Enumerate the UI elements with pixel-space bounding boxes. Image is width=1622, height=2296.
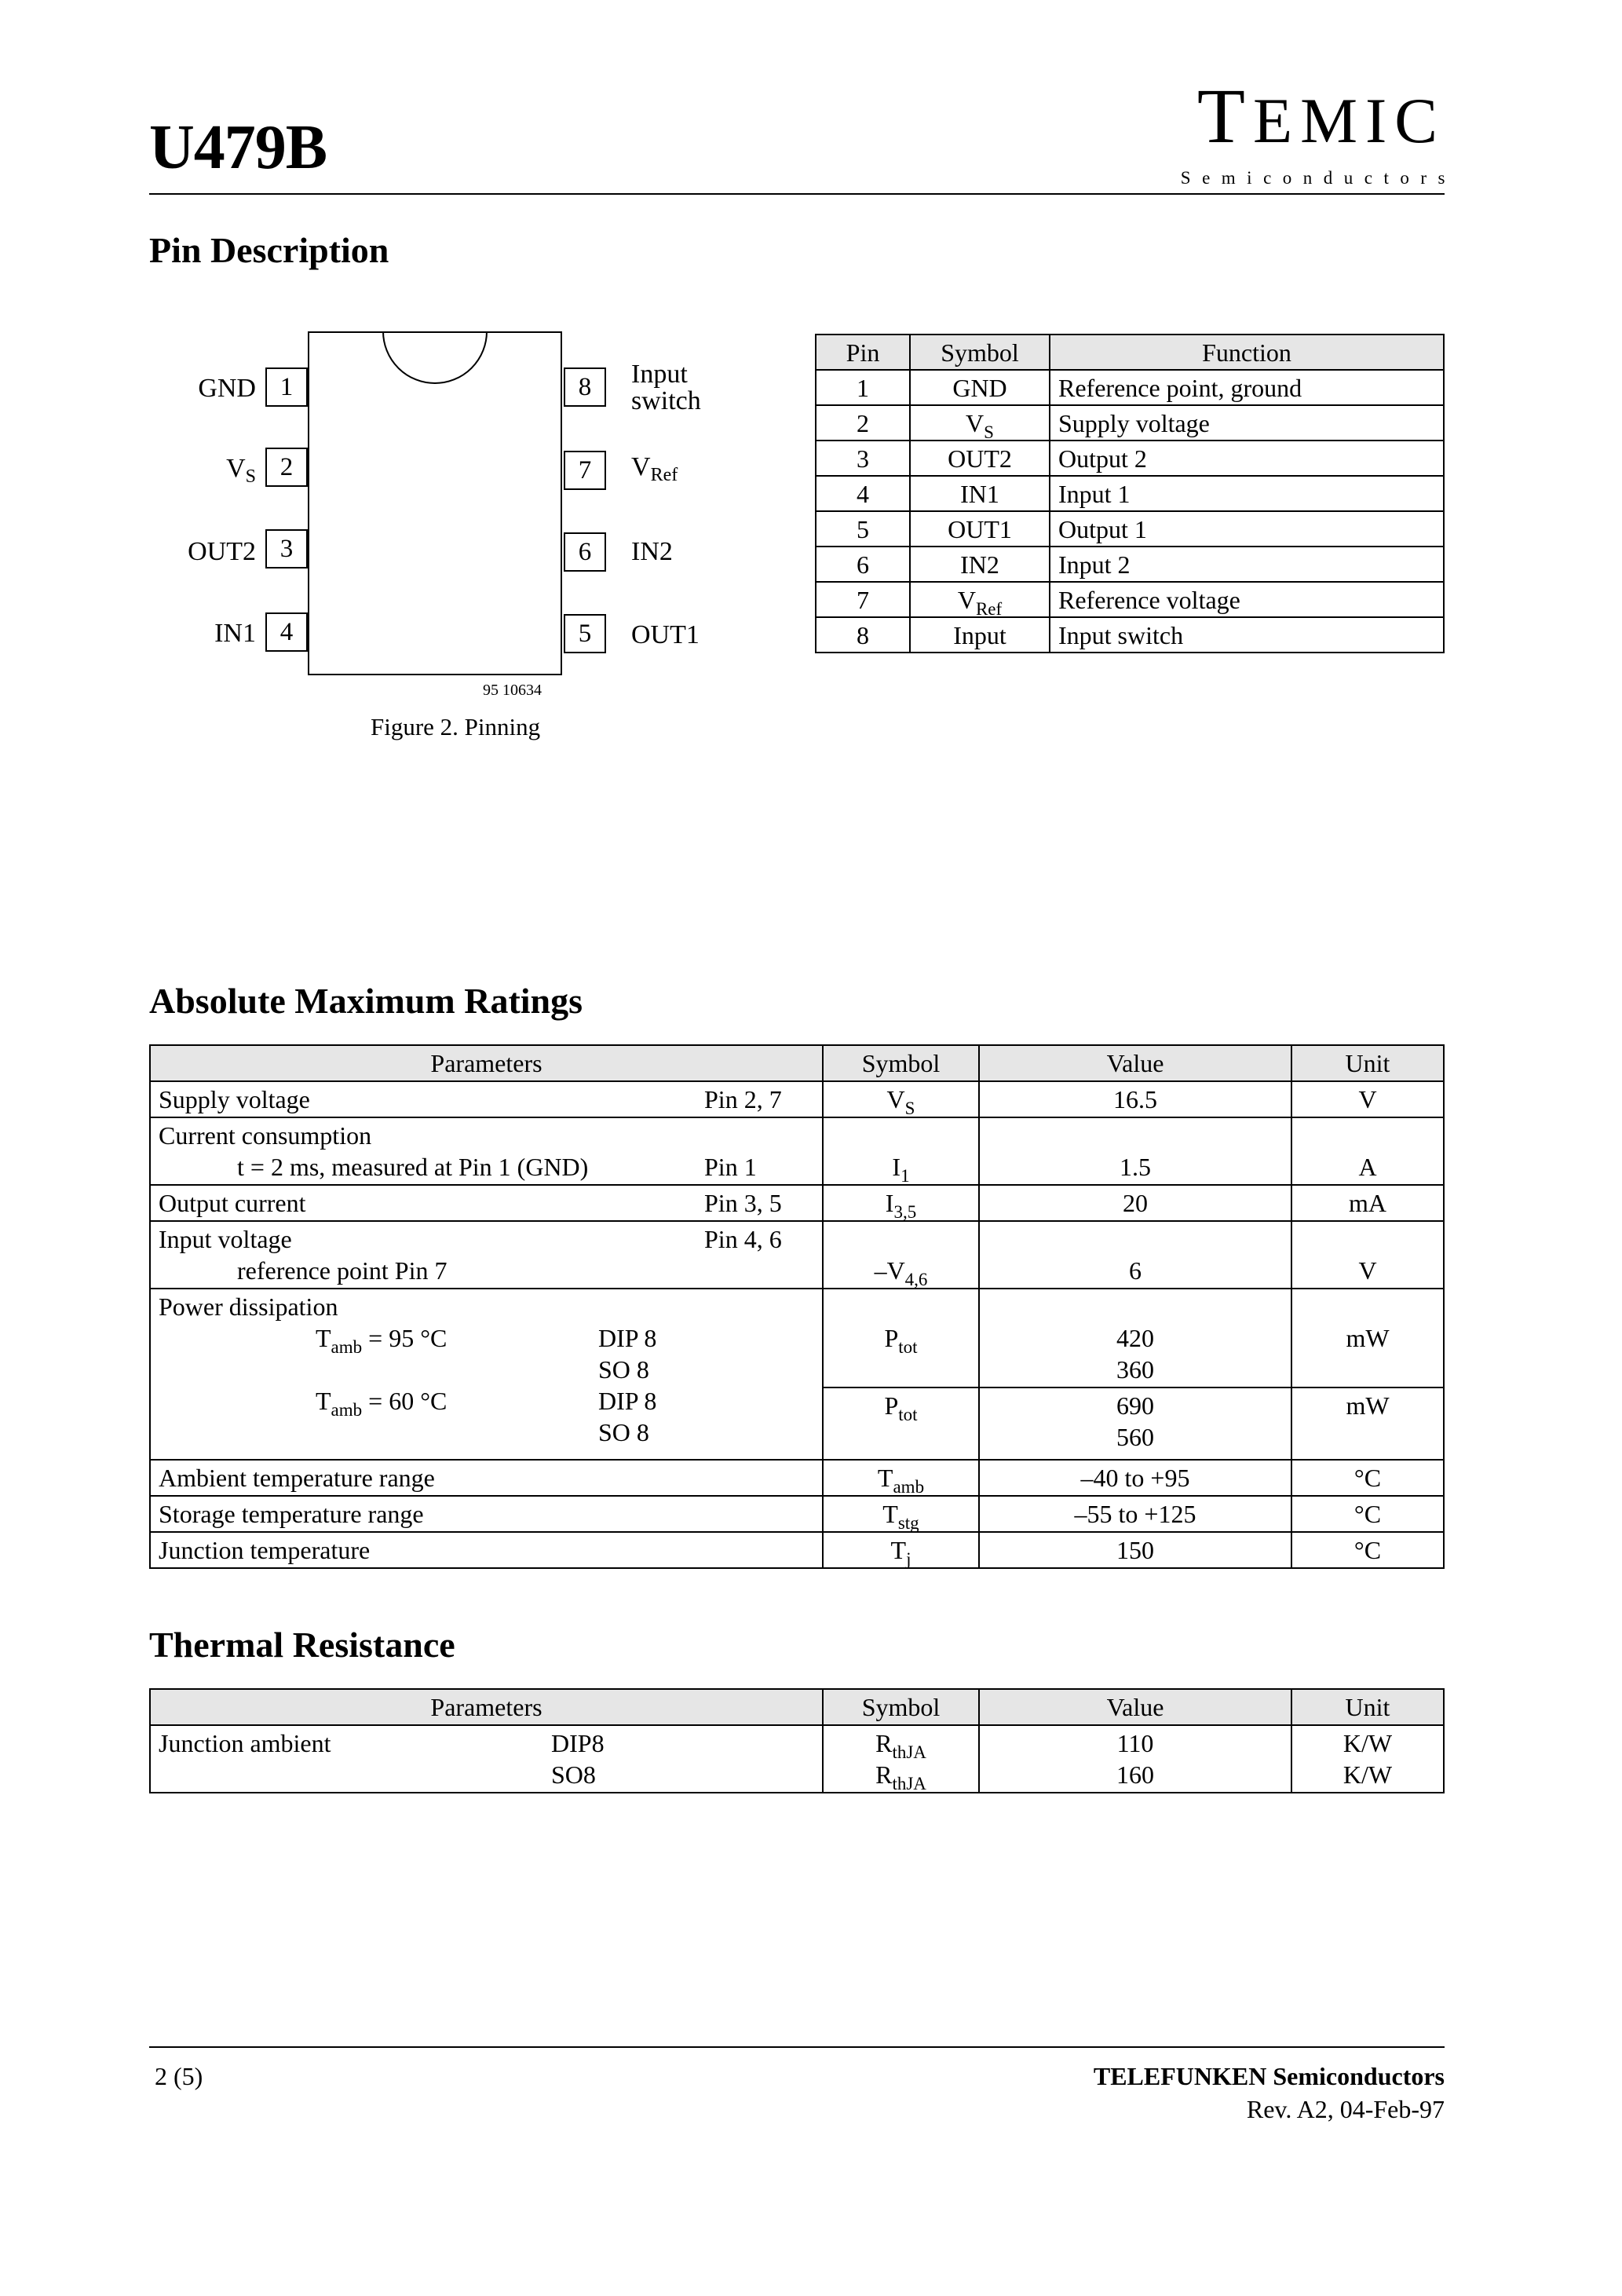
pin-ref: Pin 1 <box>704 1153 757 1181</box>
value: 6 <box>979 1221 1291 1289</box>
pin-symbol: OUT2 <box>910 441 1050 476</box>
symbol: $I_{3,5}$ <box>823 1185 979 1221</box>
pin-symbol: $V_S$ <box>910 405 1050 441</box>
unit: V <box>1291 1081 1444 1117</box>
table-header-row <box>150 1689 1444 1725</box>
table-row <box>816 582 1444 617</box>
symbol: $T_{stg}$ <box>823 1496 979 1532</box>
figure-caption: Figure 2. Pinning <box>371 713 541 740</box>
brand-subtitle: Semiconductors <box>1180 168 1456 188</box>
pin-function: Supply voltage <box>1050 405 1444 441</box>
value: 20 <box>979 1185 1291 1221</box>
param-output-current: Output current <box>159 1189 306 1217</box>
table-row <box>816 370 1444 405</box>
param-input-voltage: Input voltage <box>159 1225 292 1253</box>
pin-function: Reference voltage <box>1050 582 1444 617</box>
amr-heading: Absolute Maximum Ratings <box>149 981 583 1021</box>
table-row <box>816 476 1444 511</box>
pin-label-switch: switch <box>631 386 701 415</box>
unit: °C <box>1291 1532 1444 1568</box>
pkg: SO 8 <box>598 1418 649 1446</box>
symbol: $-V_{4,6}$ <box>823 1221 979 1289</box>
pin-label-gnd: GND <box>198 374 256 403</box>
unit: mA <box>1291 1185 1444 1221</box>
unit: mW <box>1291 1289 1444 1387</box>
pkg: SO 8 <box>598 1355 649 1384</box>
param-power: Power dissipation <box>159 1292 338 1321</box>
value: –40 to +95 <box>979 1460 1291 1496</box>
chip-notch <box>382 331 488 388</box>
pin-function: Output 1 <box>1050 511 1444 547</box>
pin-function: Output 2 <box>1050 441 1444 476</box>
table-row <box>816 441 1444 476</box>
table-header-row <box>816 335 1444 370</box>
unit: A <box>1291 1117 1444 1185</box>
table-row <box>150 1117 1444 1185</box>
table-row <box>150 1081 1444 1117</box>
pin-number: 5 <box>816 511 910 547</box>
pin-box-3: 3 <box>265 529 308 569</box>
symbol: $V_S$ <box>823 1081 979 1117</box>
pin-number: 4 <box>816 476 910 511</box>
brand-logo <box>1180 72 1456 188</box>
value: 150 <box>979 1532 1291 1568</box>
table-row <box>150 1725 1444 1793</box>
param-detail: reference point Pin 7 <box>237 1256 448 1285</box>
col-header-pin: Pin <box>816 335 910 370</box>
header-rule <box>149 193 1445 195</box>
value: 1.5 <box>979 1117 1291 1185</box>
pin-function: Reference point, ground <box>1050 370 1444 405</box>
pin-box-8: 8 <box>564 367 606 407</box>
pin-symbol: IN2 <box>910 547 1050 582</box>
footer-info <box>1094 2060 1445 2126</box>
value: 420 360 <box>979 1289 1291 1387</box>
pkg: DIP8 <box>551 1729 605 1757</box>
pin-label-in1: IN1 <box>214 619 256 648</box>
power-condition-1: $T_{amb} = 95$ °C DIP 8 <box>316 1324 657 1357</box>
table-row <box>150 1496 1444 1532</box>
pin-symbol: GND <box>910 370 1050 405</box>
company-name: TELEFUNKEN Semiconductors <box>1093 2062 1445 2090</box>
pin-label-in2: IN2 <box>631 537 673 566</box>
symbol: $P_{tot}$ <box>823 1387 979 1460</box>
ic-package <box>308 331 562 675</box>
unit: V <box>1291 1221 1444 1289</box>
pin-number: 2 <box>816 405 910 441</box>
pin-symbol: IN1 <box>910 476 1050 511</box>
pin-number: 7 <box>816 582 910 617</box>
symbol: $T_{amb}$ <box>823 1460 979 1496</box>
value: 690 560 <box>979 1387 1291 1460</box>
table-row <box>816 511 1444 547</box>
value: 16.5 <box>979 1081 1291 1117</box>
value: –55 to +125 <box>979 1496 1291 1532</box>
param-junction: Junction temperature <box>150 1532 823 1568</box>
pin-box-2: 2 <box>265 448 308 487</box>
power-condition-2: $T_{amb} = 60$ °C DIP 8 <box>316 1387 657 1420</box>
pin-ref: Pin 3, 5 <box>704 1189 782 1217</box>
table-row <box>150 1185 1444 1221</box>
symbol: $T_j$ <box>823 1532 979 1568</box>
col-header-symbol: Symbol <box>910 335 1050 370</box>
pin-function: Input switch <box>1050 617 1444 653</box>
unit: mW <box>1291 1387 1444 1460</box>
table-row <box>816 617 1444 653</box>
thermal-heading: Thermal Resistance <box>149 1625 455 1665</box>
symbol: $R_{thJA}$ $R_{thJA}$ <box>823 1725 979 1793</box>
col-header-value: Value <box>979 1045 1291 1081</box>
pin-label-out2: OUT2 <box>188 537 256 566</box>
table-row <box>150 1460 1444 1496</box>
pin-box-4: 4 <box>265 612 308 652</box>
param-detail: t = 2 ms, measured at Pin 1 (GND) <box>237 1153 589 1181</box>
unit: °C <box>1291 1460 1444 1496</box>
table-row <box>150 1532 1444 1568</box>
symbol: $I_1$ <box>823 1117 979 1185</box>
param-supply: Supply voltage <box>159 1085 310 1113</box>
col-header-parameters: Parameters <box>150 1689 823 1725</box>
pin-number: 8 <box>816 617 910 653</box>
pin-box-5: 5 <box>564 614 606 653</box>
pin-box-1: 1 <box>265 367 308 407</box>
pin-ref: Pin 2, 7 <box>704 1085 782 1113</box>
pin-function: Input 2 <box>1050 547 1444 582</box>
pin-table <box>815 334 1445 653</box>
pkg: SO8 <box>551 1760 596 1789</box>
pin-label-input: Input <box>631 360 688 389</box>
unit: °C <box>1291 1496 1444 1532</box>
table-row <box>150 1221 1444 1289</box>
col-header-parameters: Parameters <box>150 1045 823 1081</box>
pin-number: 3 <box>816 441 910 476</box>
figure-number: 95 10634 <box>483 682 542 699</box>
table-row <box>816 547 1444 582</box>
param-storage: Storage temperature range <box>150 1496 823 1532</box>
revision: Rev. A2, 04-Feb-97 <box>1246 2094 1445 2123</box>
value: 110 160 <box>979 1725 1291 1793</box>
pin-box-7: 7 <box>564 451 606 490</box>
symbol: $P_{tot}$ <box>823 1289 979 1387</box>
amr-table <box>149 1044 1445 1569</box>
pin-description-heading: Pin Description <box>149 230 389 270</box>
col-header-value: Value <box>979 1689 1291 1725</box>
table-row <box>150 1289 1444 1387</box>
pin-label-out1: OUT1 <box>631 620 700 649</box>
table-header-row <box>150 1045 1444 1081</box>
pin-box-6: 6 <box>564 532 606 572</box>
pin-symbol: OUT1 <box>910 511 1050 547</box>
pin-number: 6 <box>816 547 910 582</box>
col-header-symbol: Symbol <box>823 1689 979 1725</box>
pin-ref: Pin 4, 6 <box>704 1225 782 1253</box>
col-header-unit: Unit <box>1291 1689 1444 1725</box>
col-header-function: Function <box>1050 335 1444 370</box>
pin-label-vref: $V_{Ref}$ <box>631 452 678 485</box>
page-number: 2 (5) <box>155 2062 203 2090</box>
document-title: U479B <box>149 113 327 182</box>
pin-number: 1 <box>816 370 910 405</box>
pin-function: Input 1 <box>1050 476 1444 511</box>
param-junction-ambient: Junction ambient <box>159 1729 331 1757</box>
pin-symbol: $V_{Ref}$ <box>910 582 1050 617</box>
col-header-unit: Unit <box>1291 1045 1444 1081</box>
table-row <box>816 405 1444 441</box>
param-ambient: Ambient temperature range <box>150 1460 823 1496</box>
param-current: Current consumption <box>159 1121 372 1150</box>
brand-name: TEMIC <box>1196 72 1445 159</box>
pin-label-vs: $V_S$ <box>226 454 256 487</box>
pin-symbol: Input <box>910 617 1050 653</box>
col-header-symbol: Symbol <box>823 1045 979 1081</box>
footer-rule <box>149 2046 1445 2048</box>
thermal-table <box>149 1688 1445 1793</box>
unit: K/W K/W <box>1291 1725 1444 1793</box>
